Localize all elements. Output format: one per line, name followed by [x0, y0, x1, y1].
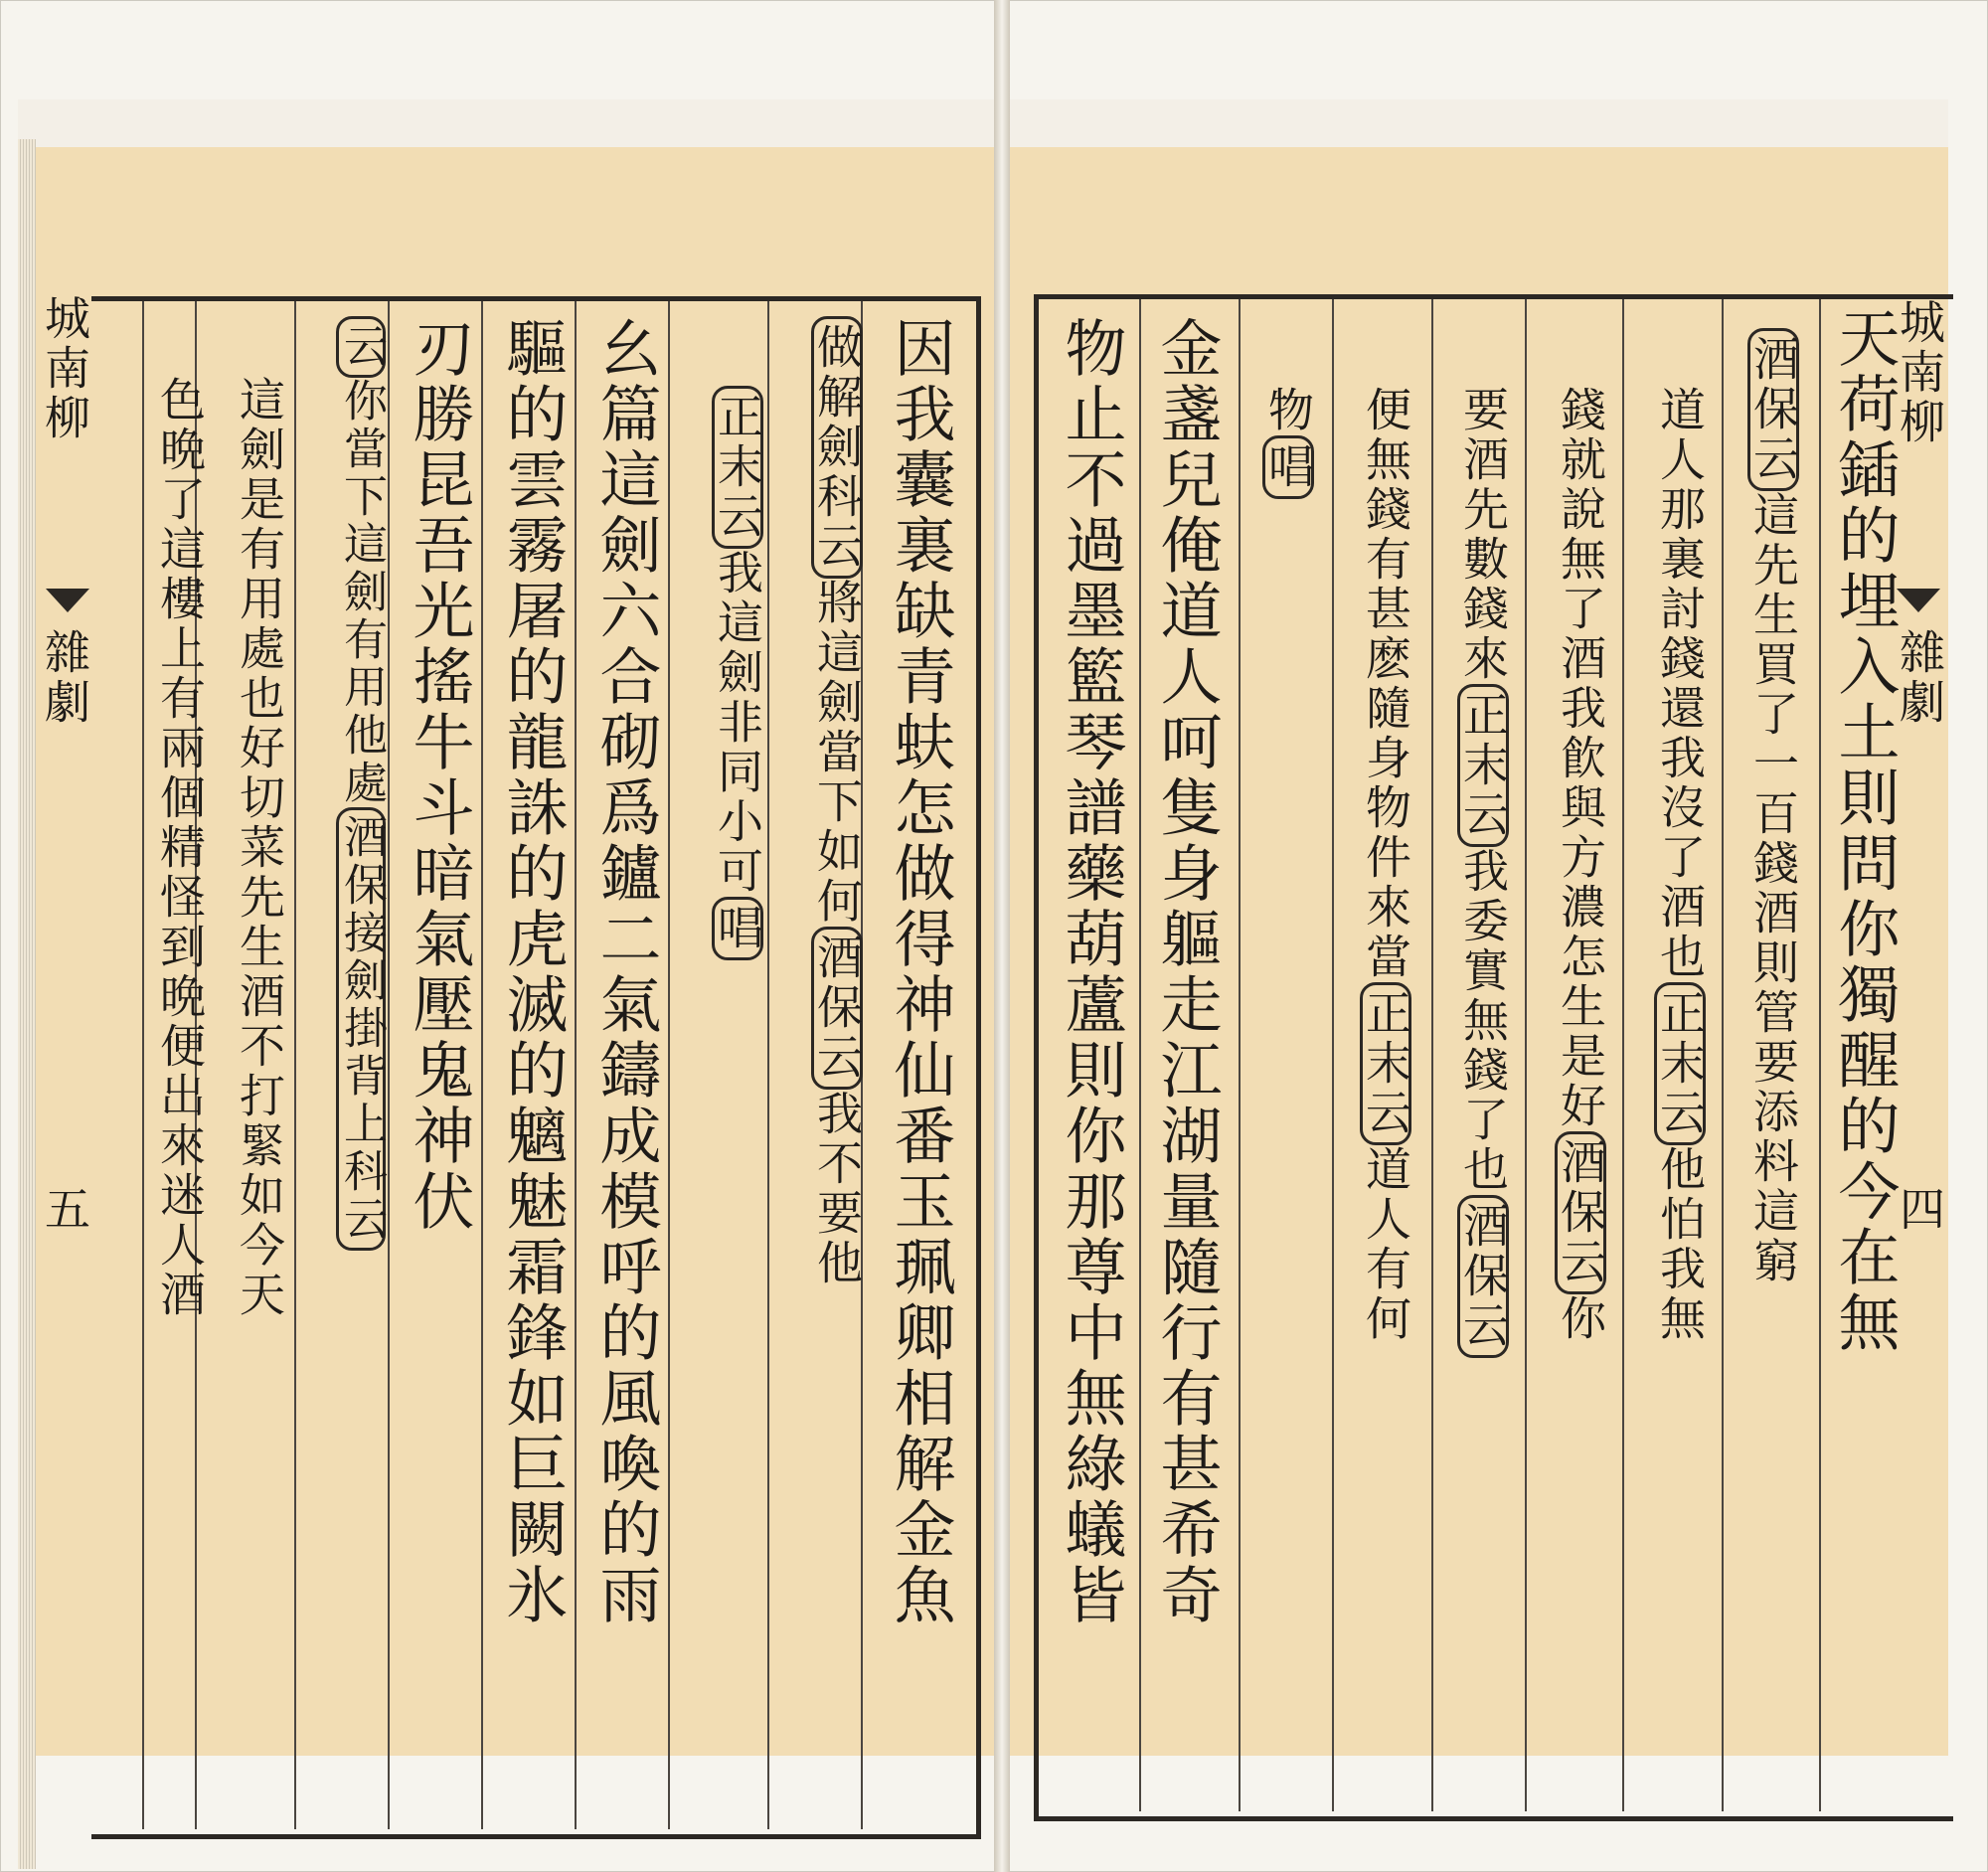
left-margin-folio: 五	[38, 1185, 91, 1235]
text-column: 色晩了這樓上有兩個精怪到晩便出來迷人酒	[153, 376, 207, 1320]
column-divider	[1525, 299, 1527, 1811]
text-column: 物止不過墨籃琴譜藥葫蘆則你那尊中無綠蟻皆	[1055, 316, 1127, 1628]
text-column: 物唱	[1262, 386, 1314, 499]
stage-direction-tag: 正末云	[1360, 982, 1411, 1145]
text-column: 酒保云這先生買了一百錢酒則管要添料這窮	[1747, 328, 1799, 1286]
right-margin-genre: 雜劇	[1893, 628, 1946, 728]
column-divider	[668, 301, 670, 1829]
book-gutter	[994, 0, 1010, 1872]
text-column: 金盞兒俺道人呵隻身軀走江湖量隨行有甚希奇	[1150, 316, 1223, 1628]
column-divider	[388, 301, 390, 1829]
page-edges	[18, 139, 36, 1869]
stage-direction-tag: 唱	[712, 897, 763, 960]
left-margin-title: 城南柳	[38, 294, 91, 443]
right-margin-title: 城南柳	[1893, 298, 1946, 447]
stage-direction-tag: 正末云	[1654, 982, 1706, 1145]
column-divider	[1722, 299, 1724, 1811]
stage-direction-tag: 酒保云	[1555, 1131, 1606, 1294]
stage-direction-tag: 做解劍科云	[811, 316, 863, 579]
column-divider	[294, 301, 296, 1829]
text-column: 云你當下這劍有用他處酒保接劍掛背上科云	[336, 316, 386, 1251]
text-column: 錢就說無了酒我飮與方濃怎生是好酒保云你	[1554, 386, 1607, 1344]
text-column: 道人那裏討錢還我沒了酒也正末云他怕我無	[1653, 386, 1707, 1344]
text-column: 驅的雲霧屠的龍誅的虎滅的魑魅霜鋒如巨闕氷	[496, 316, 569, 1628]
column-divider	[142, 301, 144, 1829]
stage-direction-tag: 正末云	[712, 386, 763, 549]
right-margin-folio: 四	[1893, 1185, 1946, 1235]
column-divider	[1622, 299, 1624, 1811]
stage-direction-tag: 云	[336, 316, 386, 378]
text-column: 天荷鍤的埋入土則問你獨醒的今在無	[1828, 306, 1901, 1356]
fish-tail-mark	[46, 589, 89, 612]
column-divider	[481, 301, 483, 1829]
text-column: 因我囊裏缺青蚨怎做得神仙番玉珮卿相解金魚	[884, 316, 956, 1628]
column-divider	[575, 301, 577, 1829]
column-divider	[1332, 299, 1334, 1811]
text-column: 正末云我這劍非同小可唱	[712, 386, 763, 960]
column-divider	[1139, 299, 1141, 1811]
text-column: 要酒先數錢來正末云我委實無錢了也酒保云	[1457, 386, 1509, 1358]
stage-direction-tag: 正末云	[1457, 684, 1509, 847]
stage-direction-tag: 酒保云	[811, 927, 863, 1090]
top-band	[18, 99, 1948, 147]
fish-tail-mark	[1897, 589, 1940, 612]
column-divider	[767, 301, 769, 1829]
stage-direction-tag: 酒保云	[1747, 328, 1799, 491]
text-column: 幺篇這劍六合砌爲鑪二氣鑄成模呼的風喚的雨	[589, 316, 662, 1628]
left-margin-genre: 雜劇	[38, 628, 91, 728]
text-column: 這劍是有用處也好切菜先生酒不打緊如今天	[233, 376, 286, 1320]
column-divider	[1239, 299, 1241, 1811]
stage-direction-tag: 酒保接劍掛背上科云	[336, 807, 386, 1251]
stage-direction-tag: 唱	[1262, 435, 1314, 499]
column-divider	[1819, 299, 1821, 1811]
column-divider	[1431, 299, 1433, 1811]
text-column: 刃勝昆吾光搖牛斗暗氣壓鬼神伏	[403, 316, 475, 1235]
text-column: 做解劍科云將這劍當下如何酒保云我不要他	[811, 316, 863, 1288]
text-column: 便無錢有甚麽隨身物件來當正末云道人有何	[1359, 386, 1412, 1344]
stage-direction-tag: 酒保云	[1457, 1195, 1509, 1358]
